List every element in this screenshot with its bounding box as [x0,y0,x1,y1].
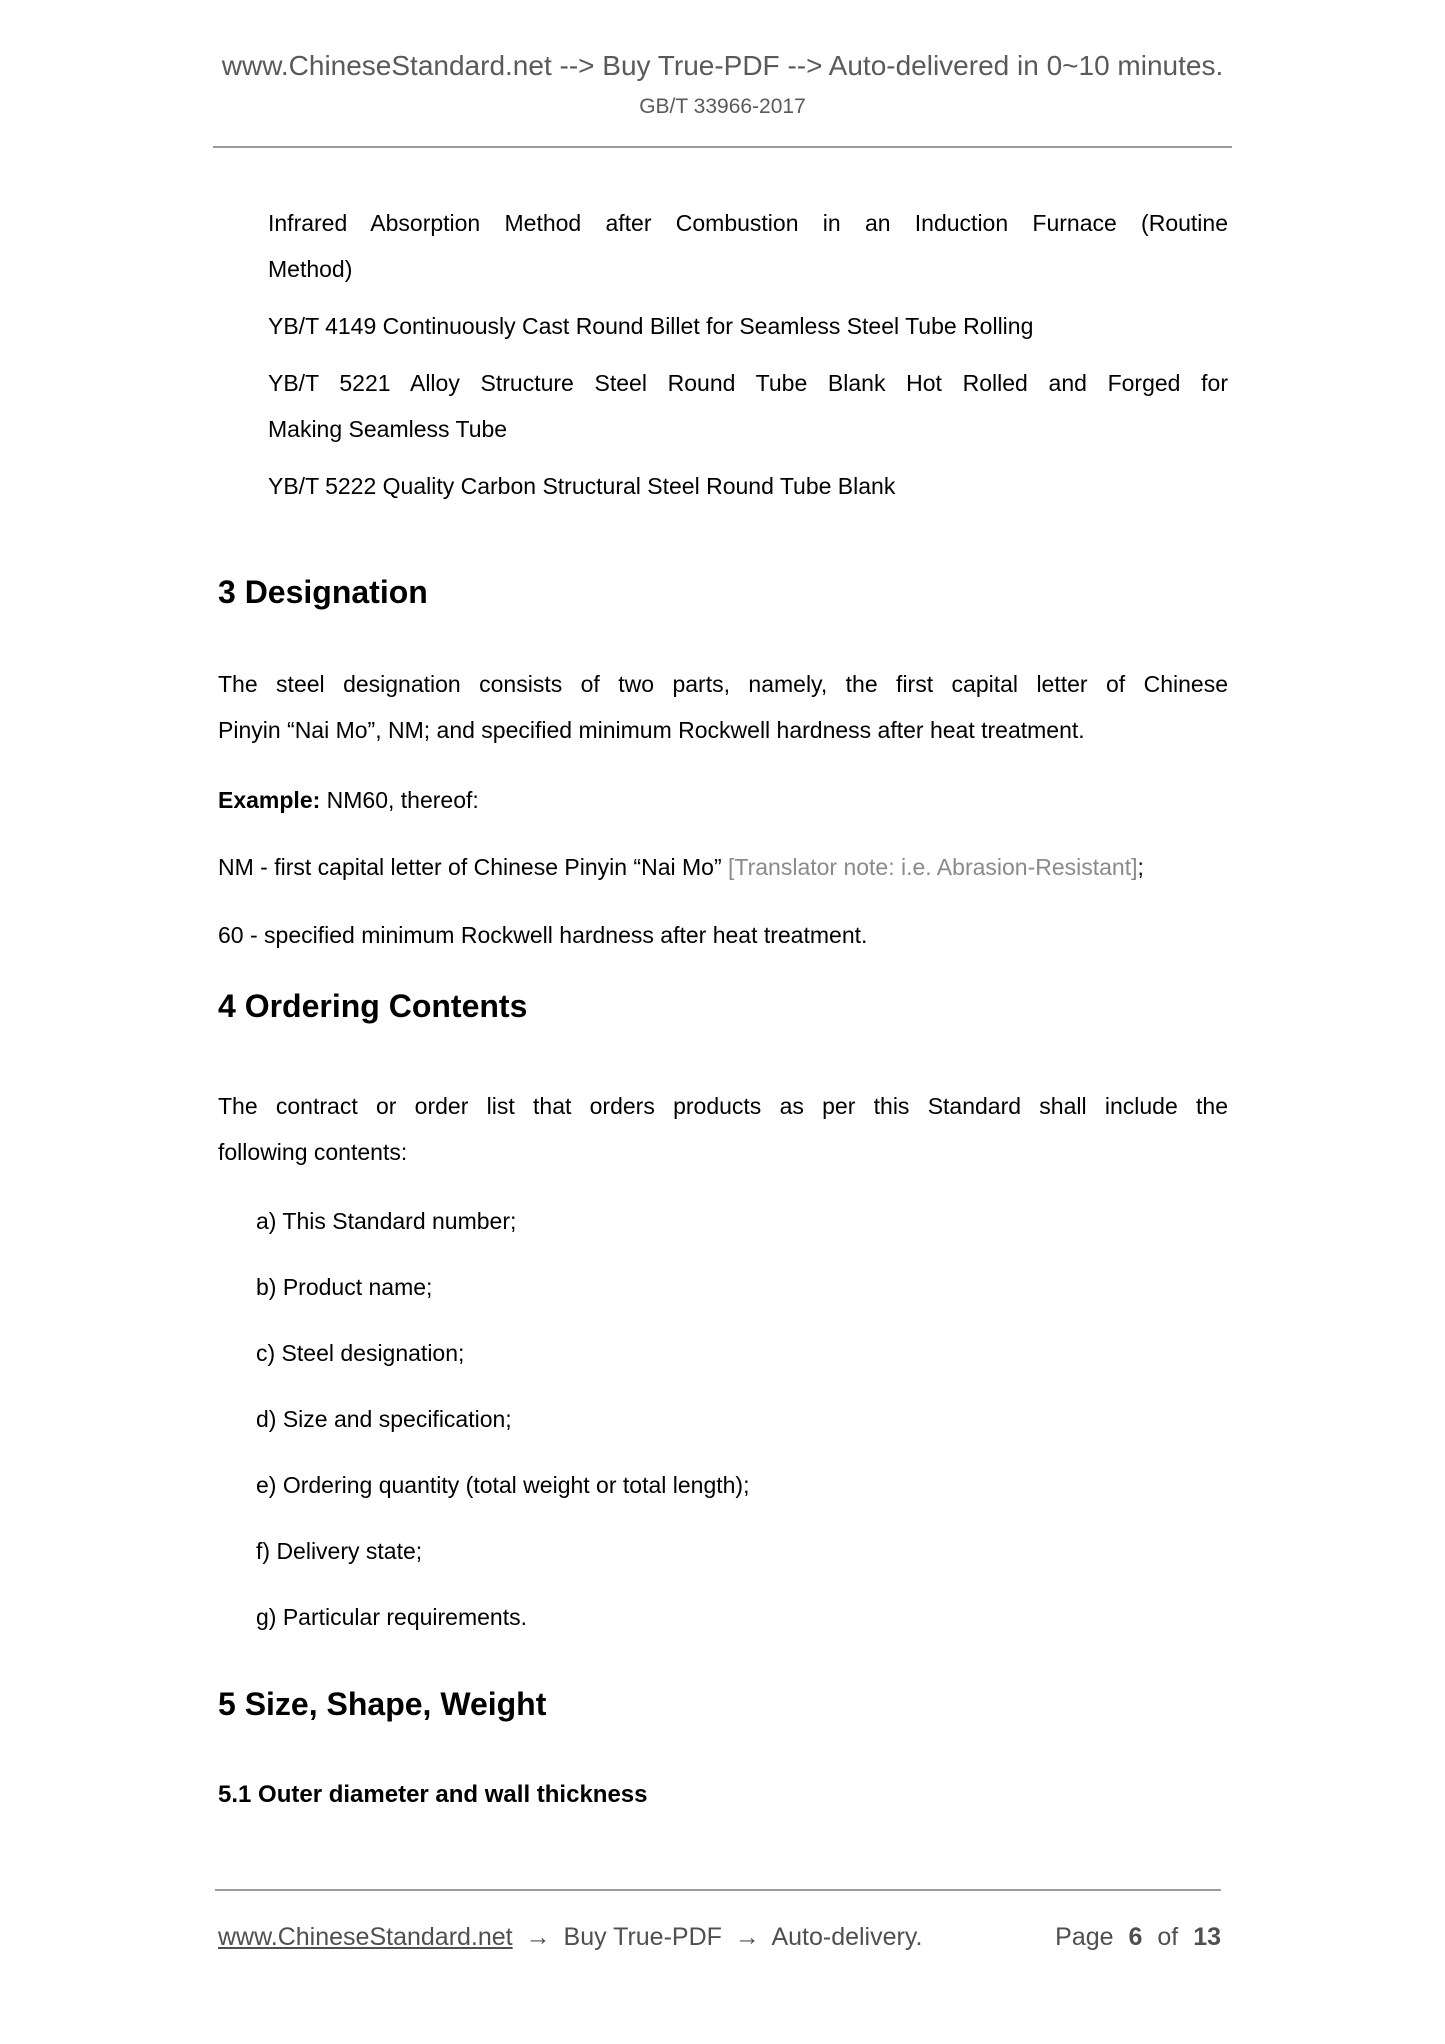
subsection-heading-outer-diameter: 5.1 Outer diameter and wall thickness [218,1781,648,1808]
page-current: 6 [1128,1923,1143,1951]
arrow-icon: → [734,1923,760,1951]
nm-definition-paragraph [218,844,1228,890]
reference-line: Making Seamless Tube [268,416,508,442]
translator-note: [Translator note: i.e. Abrasion-Resistant] [728,854,1138,880]
footer-rule [215,1889,1221,1891]
page-number [1047,1921,1221,1953]
header-doc-number: GB/T 33966-2017 [639,95,806,118]
list-item: g) Particular requirements. [256,1604,527,1630]
paragraph-line: following contents: [218,1139,408,1165]
paragraph-line: Pinyin “Nai Mo”, NM; and specified minimum Rockwell hardness after heat treatment. [218,717,1085,743]
example-label: Example: [218,787,321,813]
ordering-contents-list [218,1198,1228,1640]
footer-buy-text: Buy True-PDF [563,1923,722,1951]
example-paragraph [218,777,1228,823]
hardness-definition-paragraph: 60 - specified minimum Rockwell hardness after heat treatment. [218,922,868,948]
document-body [218,200,1228,1810]
arrow-icon: → [525,1923,551,1951]
page-of-label: of [1157,1923,1179,1951]
page-total: 13 [1193,1923,1221,1951]
paragraph-line: The contract or order list that orders products as per this Standard shall include the [218,1093,1228,1119]
reference-item [218,200,1228,292]
list-item: f) Delivery state; [256,1538,423,1564]
footer-site-link[interactable]: www.ChineseStandard.net [218,1923,513,1951]
reference-item [218,463,1228,509]
reference-item [218,360,1228,452]
page-label: Page [1055,1923,1114,1951]
reference-item [218,303,1228,349]
reference-line: YB/T 5222 Quality Carbon Structural Steel Round Tube Blank [268,473,896,499]
references-list [218,200,1228,509]
list-item: e) Ordering quantity (total weight or total length); [256,1472,750,1498]
list-item: c) Steel designation; [256,1340,465,1366]
footer-delivery-text: Auto-delivery. [771,1923,923,1951]
section-heading-size-shape-weight: 5 Size, Shape, Weight [218,1686,547,1722]
reference-line: YB/T 4149 Continuously Cast Round Billet for Seamless Steel Tube Rolling [268,313,1034,339]
paragraph-line: The steel designation consists of two parts, namely, the first capital letter of Chinese [218,671,1228,697]
page-footer [218,1921,1221,1953]
reference-line: Method) [268,256,353,282]
reference-line: Infrared Absorption Method after Combustion in an Induction Furnace (Routine [268,210,1228,236]
list-item: b) Product name; [256,1274,433,1300]
section-heading-ordering: 4 Ordering Contents [218,988,528,1024]
designation-intro-paragraph [218,661,1228,753]
nm-definition-text: NM - first capital letter of Chinese Pinyin “Nai Mo” [218,854,728,880]
example-text: NM60, thereof: [320,787,479,813]
section-heading-designation: 3 Designation [218,574,428,610]
header-tagline: www.ChineseStandard.net --> Buy True-PDF --> Auto-delivered in 0~10 minutes. [221,50,1224,81]
list-item: d) Size and specification; [256,1406,512,1432]
reference-line: YB/T 5221 Alloy Structure Steel Round Tube Blank Hot Rolled and Forged for [268,370,1228,396]
header-rule [213,146,1232,148]
footer-tagline [218,1921,928,1953]
nm-definition-suffix: ; [1137,854,1144,880]
ordering-intro-paragraph [218,1083,1228,1175]
list-item: a) This Standard number; [256,1208,517,1234]
